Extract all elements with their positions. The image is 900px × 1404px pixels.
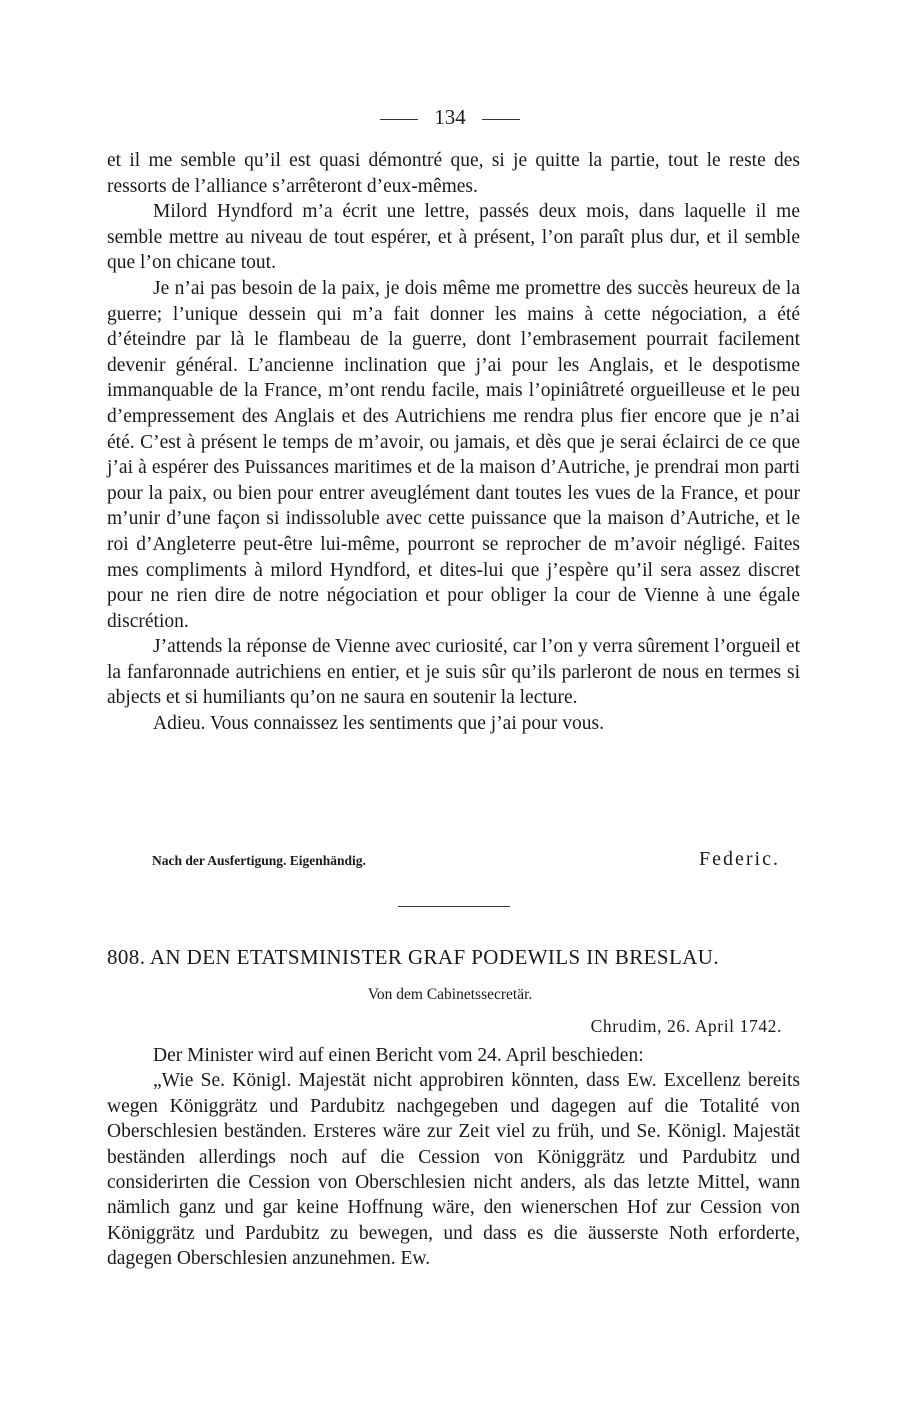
letter-paragraph: et il me semble qu’il est quasi démontré que, si je quitte la partie, tout le reste des ressorts de l’alliance s’arrêteront d’eux-mêmes. [107,150,800,197]
signature: Federic. [699,848,780,870]
signature-row [107,848,800,874]
header-dash-right [482,119,520,120]
letter-paragraph: Adieu. Vous connaissez les sentiments que j’ai pour vous. [153,713,604,735]
letter-paragraph: J’attends la réponse de Vienne avec curiosité, car l’on y verra sûrement l’orgueil et la fanfaronnade autrichiens en entier, et je suis sûr qu’ils parleront de nous en termes si abjects et si humiliants qu’on ne saura en soutenir la lecture. [107,636,800,709]
page-number: 134 [434,105,466,129]
section-subheading: Von dem Cabinetssecretär. [367,986,533,1003]
source-note: Nach der Ausfertigung. Eigenhändig. [152,853,366,868]
dateline: Chrudim, 26. April 1742. [590,1016,782,1036]
page-header [0,104,900,130]
letter-body [107,148,800,737]
section-paragraph: „Wie Se. Königl. Majestät nicht approbiren könnten, dass Ew. Excellenz bereits wegen Königgrätz und Pardubitz nachgegeben und dagegen auf die Totalité von Oberschlesien beständen. Ersteres wäre zur Zeit viel zu früh, und Se. Königl. Majestät beständen allerdings noch auf die Cession von Königgrätz und Pardubitz und considerirten die Cession von Oberschlesien nicht anders, als das letzte Mittel, wann nämlich ganz und gar keine Hoffnung wäre, den wienerschen Hof zur Cession von Königgrätz und Pardubitz zu bewegen, und dass es die äusserste Noth erforderte, dagegen Oberschlesien anzunehmen. Ew. [107,1070,800,1270]
header-dash-left [380,119,418,120]
section-divider [398,906,510,907]
section-body [107,1043,800,1272]
letter-paragraph: Je n’ai pas besoin de la paix, je dois même me promettre des succès heureux de la guerre; l’unique dessein qui m’a fait donner les mains à cette négociation, a été d’éteindre par là le flambeau de la guerre, dont l’embrasement pourrait facilement devenir général. L’ancienne inclination que j’ai pour les Anglais, et le despotisme immanquable de la France, m’ont rendu facile, mais l’opiniâtreté orgueilleuse et le peu d’empressement des Anglais et des Autrichiens me rendra plus fier encore que je n’ai été. C’est à présent le temps de m’avoir, ou jamais, et dès que je serai éclairci de ce que j’ai à espérer des Puissances maritimes et de la maison d’Autriche, je prendrai mon parti pour la paix, ou bien pour entrer aveuglément dant toutes les vues de la France, et pour m’unir d’une façon si indissoluble avec cette puissance que la maison d’Autriche, et le roi d’Angleterre peut-être lui-même, pourront se reprocher de m’avoir négligé. Faites mes compliments à milord Hyndford, et dites-lui que j’espère qu’il sera assez discret pour ne rien dire de notre négociation et pour obliger la cour de Vienne à une égale discrétion. [107,277,800,632]
section-heading: 808. AN DEN ETATSMINISTER GRAF PODEWILS IN BRESLAU. [107,945,719,969]
section-paragraph: Der Minister wird auf einen Bericht vom 24. April beschieden: [153,1045,644,1066]
letter-paragraph: Milord Hyndford m’a écrit une lettre, passés deux mois, dans laquelle il me semble mettre au niveau de tout espérer, et à présent, l’on paraît plus dur, et il semble que l’on chicane tout. [107,201,800,274]
